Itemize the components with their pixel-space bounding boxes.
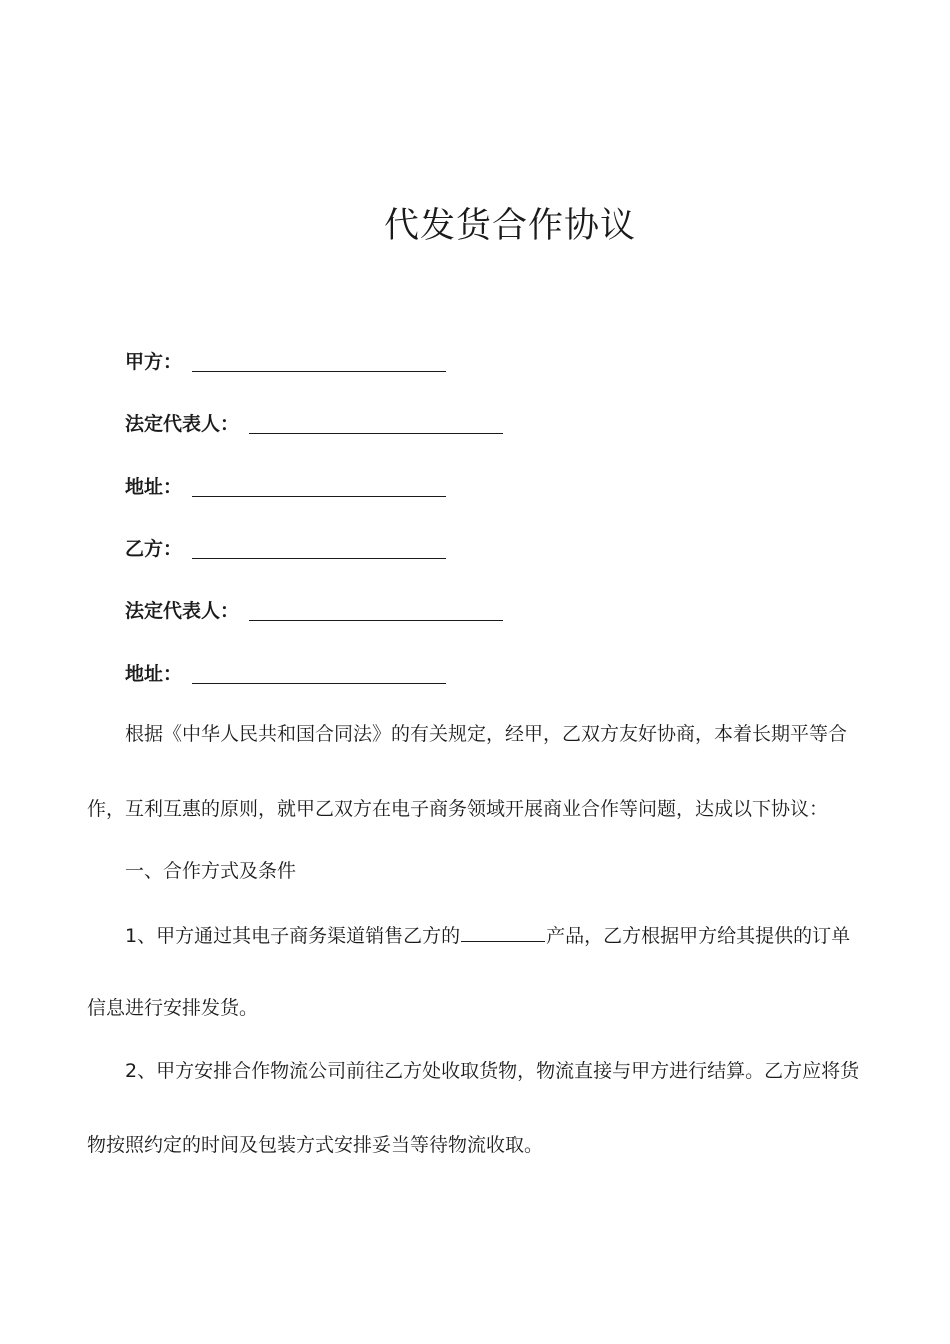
- party-a-blank-line: [192, 349, 446, 372]
- intro-line-2: 作，互利互惠的原则，就甲乙双方在电子商务领域开展商业合作等问题，达成以下协议：: [87, 798, 829, 820]
- item-2-line-2: 物按照约定的时间及包装方式安排妥当等待物流收取。: [87, 1134, 544, 1156]
- party-b-address-label: 地址：: [125, 663, 183, 685]
- party-a-legal-rep-label: 法定代表人：: [125, 413, 240, 435]
- intro-line-1: 根据《中华人民共和国合同法》的有关规定，经甲，乙双方友好协商，本着长期平等合: [125, 723, 848, 745]
- party-b-address-blank-line: [192, 661, 446, 684]
- party-a-field: [125, 344, 446, 374]
- party-a-address-field: [125, 469, 446, 499]
- product-blank-line: [461, 921, 545, 942]
- party-b-legal-rep-label: 法定代表人：: [125, 600, 240, 622]
- party-a-address-label: 地址：: [125, 476, 183, 498]
- item-1-line-1-after: 产品，乙方根据甲方给其提供的订单: [546, 925, 851, 947]
- party-b-legal-rep-blank-line: [249, 598, 503, 621]
- party-b-label: 乙方：: [125, 538, 183, 560]
- item-1-line-1-before: 1、甲方通过其电子商务渠道销售乙方的: [125, 925, 461, 947]
- document-title: 代发货合作协议: [383, 206, 636, 246]
- item-2-line-1: 2、甲方安排合作物流公司前往乙方处收取货物，物流直接与甲方进行结算。乙方应将货: [125, 1060, 860, 1082]
- party-b-blank-line: [192, 536, 446, 559]
- item-1-line-1: [125, 921, 850, 949]
- party-a-label: 甲方：: [125, 351, 183, 373]
- party-b-address-field: [125, 656, 446, 686]
- item-1-line-2: 信息进行安排发货。: [87, 997, 259, 1019]
- party-a-legal-rep-blank-line: [249, 411, 503, 434]
- section-1-heading: 一、合作方式及条件: [125, 860, 297, 882]
- party-a-legal-rep-field: [125, 406, 503, 436]
- party-b-legal-rep-field: [125, 593, 503, 623]
- party-a-address-blank-line: [192, 474, 446, 497]
- party-b-field: [125, 531, 446, 561]
